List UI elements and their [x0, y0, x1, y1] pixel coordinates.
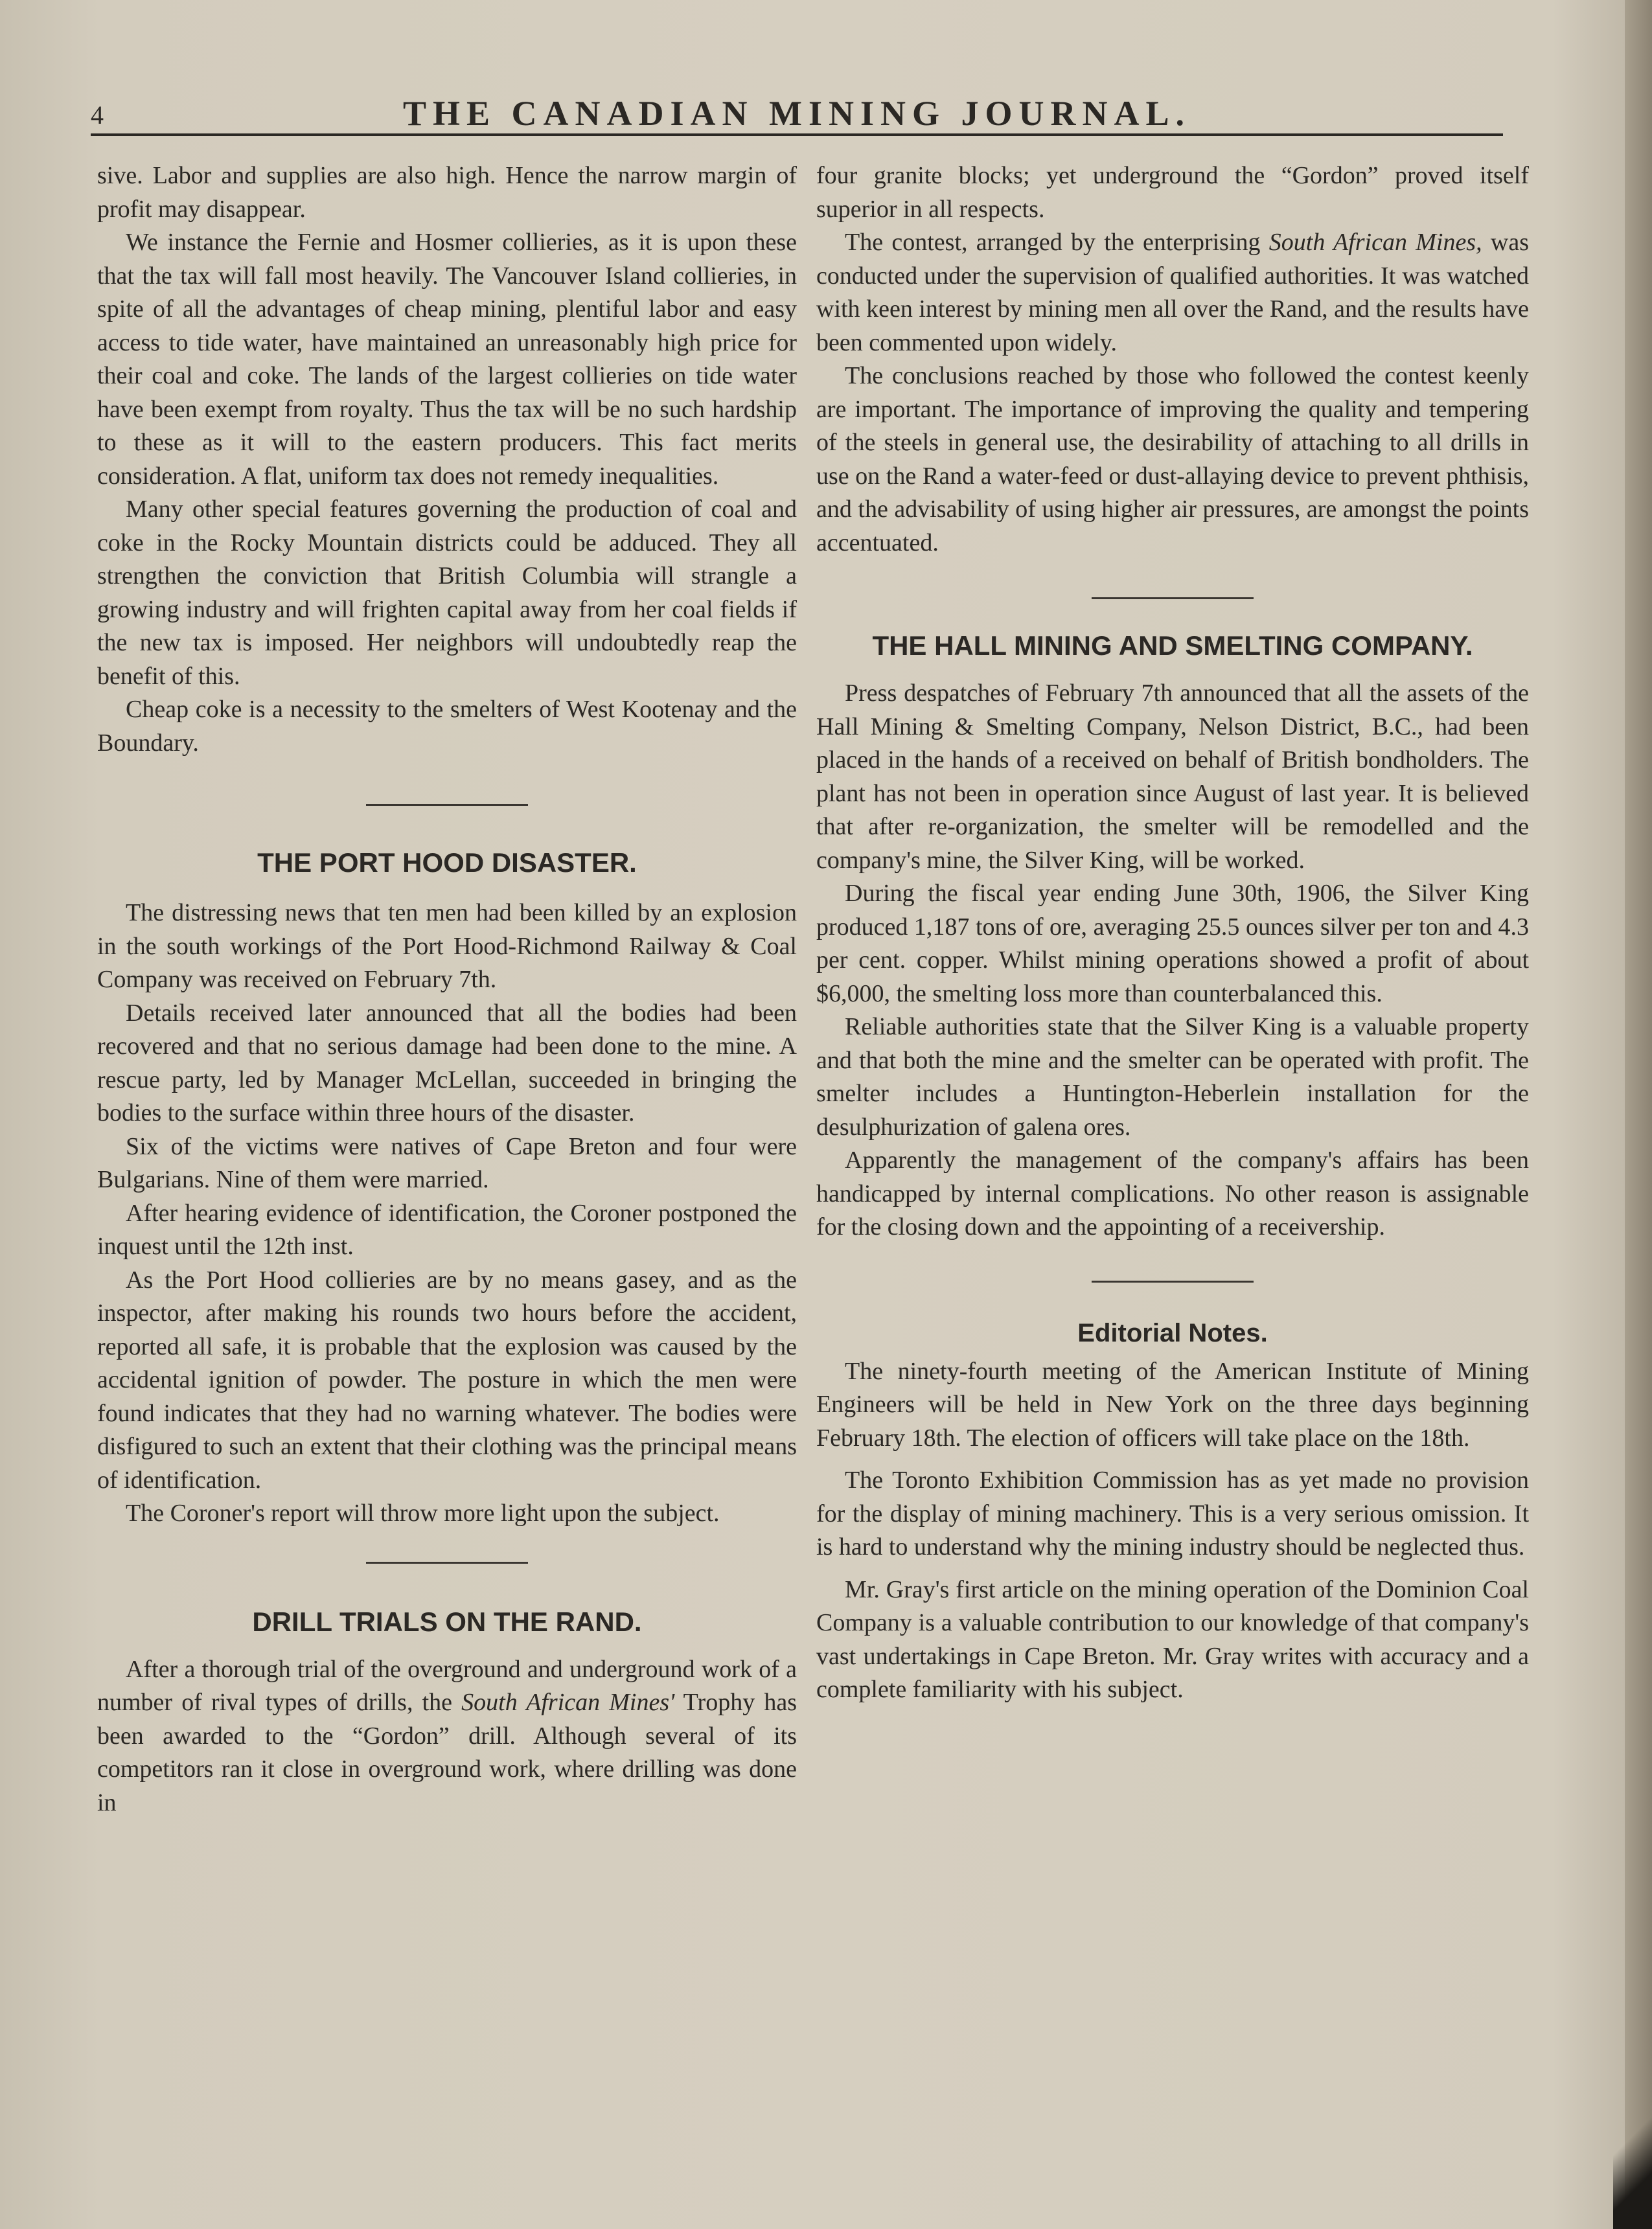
hall-mining-paragraph-1: Press despatches of February 7th announced that all the assets of the Hall Mining & Smelting Company, Nelson District, B.C., had been placed in the hands of a received on behalf of British bondholders. The plant has not been in operation since August of last year. It is believed that after re-organization, the smelter will be remodelled and the company's mine, the Silver King, will be worked.	[816, 680, 1529, 874]
publication-title: South African Mines'	[461, 1689, 675, 1716]
drill-trials-paragraph-1	[97, 1653, 797, 1820]
port-hood-paragraph-2: Details received later announced that all the bodies had been recovered and that no serious damage had been done to the mine. A rescue party, led by Manager McLellan, succeeded in bringing the bodies to the surface within three hours of the disaster.	[97, 999, 797, 1126]
right-column	[816, 159, 1529, 1707]
editorial-note-1: The ninety-fourth meeting of the American Institute of Mining Engineers will be held in New York on the three days beginning February 18th. The election of officers will take place on the 18th.	[816, 1357, 1529, 1452]
drill-trials-text: The contest, arranged by the enterprising	[845, 229, 1269, 256]
publication-title: South African Mines,	[1268, 229, 1482, 256]
section-divider	[366, 1562, 528, 1564]
drill-trials-continued-paragraph-2	[816, 226, 1529, 360]
hall-mining-paragraph-3: Reliable authorities state that the Silver King is a valuable property and that both the mine and the smelter can be operated with profit. The smelter includes a Huntington-Heberlein installation for the desulphurization of galena ores.	[816, 1013, 1529, 1141]
editorial-note-3: Mr. Gray's first article on the mining operation of the Dominion Coal Company is a valuable contribution to our knowledge of that company's vast undertakings in Cape Breton. Mr. Gray writes with accuracy and a complete familiarity with his subject.	[816, 1575, 1529, 1703]
book-spine-shadow	[1625, 0, 1652, 2229]
port-hood-paragraph-4: After hearing evidence of identification, the Coroner postponed the inquest until the 12th inst.	[97, 1199, 797, 1260]
coal-tax-paragraph-2: We instance the Fernie and Hosmer collieries, as it is upon these that the tax will fall most heavily. The Vancouver Island collieries, in spite of all the advantages of cheap mining, plentiful labor and easy access to tide water, have maintained an unreasonably high price for their coal and coke. The lands of the largest collieries on tide water have been exempt from royalty. Thus the tax will be no such hardship to these as it will to the eastern producers. This fact merits consideration. A flat, uniform tax does not remedy inequalities.	[97, 229, 797, 490]
drill-trials-continued-paragraph-1: four granite blocks; yet underground the “Gordon” proved itself superior in all respects.	[816, 162, 1529, 223]
editorial-note-2: The Toronto Exhibition Commission has as yet made no provision for the display of mining machinery. This is a very serious omission. It is hard to understand why the mining industry should be neglected thus.	[816, 1467, 1529, 1560]
header-rule	[91, 133, 1503, 136]
section-divider	[1092, 597, 1254, 599]
drill-trials-text: After a thorough trial of the overground and underground work of a number of rival types of drills, the	[97, 1655, 797, 1716]
section-divider	[366, 804, 528, 806]
page-corner-shadow	[1613, 2080, 1652, 2229]
hall-mining-paragraph-2: During the fiscal year ending June 30th, 1906, the Silver King produced 1,187 tons of ore, averaging 25.5 ounces silver per ton and 4.3 per cent. copper. Whilst mining operations showed a profit of about $6,000, the smelting loss more than counterbalanced this.	[816, 880, 1529, 1007]
left-column	[97, 159, 797, 1820]
drill-trials-continued-paragraph-3: The conclusions reached by those who followed the contest keenly are important. The importance of improving the quality and tempering of the steels in general use, the desirability of attaching to all drills in use on the Rand a water-feed or dust-allaying device to prevent phthisis, and the advisability of using higher air pressures, are amongst the points accentuated.	[816, 362, 1529, 556]
coal-tax-paragraph-3: Many other special features governing the production of coal and coke in the Rocky Mountain districts could be adduced. They all strengthen the conviction that British Columbia will strangle a growing industry and will frighten capital away from her coal fields if the new tax is imposed. Her neighbors will undoubtedly reap the benefit of this.	[97, 496, 797, 690]
coal-tax-paragraph-4: Cheap coke is a necessity to the smelters of West Kootenay and the Boundary.	[97, 696, 797, 757]
port-hood-paragraph-3: Six of the victims were natives of Cape Breton and four were Bulgarians. Nine of them were married.	[97, 1132, 797, 1193]
port-hood-paragraph-1: The distressing news that ten men had been killed by an explosion in the south workings of the Port Hood-Richmond Railway & Coal Company was received on February 7th.	[97, 899, 797, 993]
port-hood-heading: THE PORT HOOD DISASTER.	[257, 847, 637, 878]
coal-tax-paragraph-1: sive. Labor and supplies are also high. Hence the narrow margin of profit may disappear.	[97, 162, 797, 223]
journal-title: THE CANADIAN MINING JOURNAL.	[402, 94, 1191, 133]
drill-trials-text: Trophy has been awarded to the “Gordon” drill. Although several of its competitors ran it close in overground work, where drilling was done in	[97, 1689, 797, 1816]
port-hood-paragraph-5: As the Port Hood collieries are by no means gasey, and as the inspector, after making his rounds two hours before the accident, reported all safe, it is probable that the explosion was caused by the accidental ignition of powder. The posture in which the men were found indicates that they had no warning whatever. The bodies were disfigured to such an extent that their clothing was the principal means of identification.	[97, 1266, 797, 1494]
section-divider	[1092, 1281, 1254, 1283]
editorial-notes-heading: Editorial Notes.	[1077, 1318, 1268, 1347]
hall-mining-paragraph-4: Apparently the management of the company's affairs has been handicapped by internal complications. No other reason is assignable for the closing down and the appointing of a receivership.	[816, 1147, 1529, 1240]
drill-trials-text: was conducted under the supervision of qualified authorities. It was watched with keen interest by mining men all over the Rand, and the results have been commented upon widely.	[816, 229, 1529, 356]
page-number: 4	[91, 100, 104, 130]
hall-mining-heading: THE HALL MINING AND SMELTING COMPANY.	[872, 630, 1473, 661]
drill-trials-heading: DRILL TRIALS ON THE RAND.	[252, 1606, 642, 1637]
port-hood-paragraph-6: The Coroner's report will throw more light upon the subject.	[126, 1500, 720, 1527]
page-header	[91, 91, 1503, 136]
